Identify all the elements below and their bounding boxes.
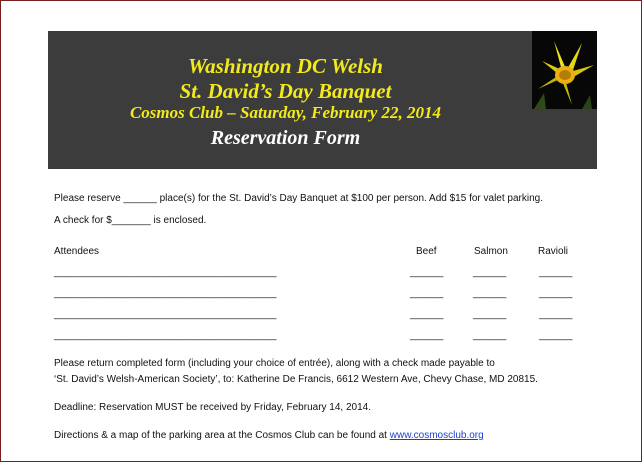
col-attendees: Attendees bbox=[54, 246, 100, 257]
attendee-name-blank: ________________________________________ bbox=[54, 309, 277, 320]
title-venue-date: Cosmos Club – Saturday, February 22, 2014 bbox=[129, 103, 442, 122]
daffodil-image bbox=[532, 31, 597, 109]
col-beef: Beef bbox=[416, 246, 437, 257]
attendee-name-blank: ________________________________________ bbox=[54, 267, 277, 278]
ravioli-blank: ______ bbox=[539, 288, 573, 299]
return-line-1: Please return completed form (including your choice of entrée), along with a check made payable to bbox=[54, 358, 495, 369]
salmon-blank: ______ bbox=[473, 267, 507, 278]
ravioli-blank: ______ bbox=[539, 309, 573, 320]
beef-blank: ______ bbox=[410, 309, 444, 320]
attendee-name-blank: ________________________________________ bbox=[54, 288, 277, 299]
check-line: A check for $_______ is enclosed. bbox=[54, 215, 207, 226]
ravioli-blank: ______ bbox=[539, 267, 573, 278]
attendee-name-blank: ________________________________________ bbox=[54, 330, 277, 341]
directions-text: Directions & a map of the parking area at the Cosmos Club can be found at bbox=[54, 430, 387, 441]
title-organization: Washington DC Welsh bbox=[188, 54, 383, 78]
col-ravioli: Ravioli bbox=[538, 246, 569, 257]
directions-line bbox=[54, 430, 484, 441]
deadline-text: Deadline: Reservation MUST be received by Friday, February 14, 2014. bbox=[54, 402, 372, 413]
title-form: Reservation Form bbox=[210, 127, 361, 149]
beef-blank: ______ bbox=[410, 288, 444, 299]
beef-blank: ______ bbox=[410, 330, 444, 341]
reserve-line: Please reserve ______ place(s) for the St. David’s Day Banquet at $100 per person. Add $15 for valet parking. bbox=[54, 193, 543, 204]
daffodil-icon bbox=[532, 31, 597, 109]
header-banner bbox=[48, 31, 597, 169]
title-event: St. David’s Day Banquet bbox=[179, 79, 392, 103]
return-line-2: ‘St. David’s Welsh-American Society’, to: Katherine De Francis, 6612 Western Ave, Chevy Chase, MD 20815. bbox=[54, 374, 538, 385]
salmon-blank: ______ bbox=[473, 330, 507, 341]
col-salmon: Salmon bbox=[474, 246, 508, 257]
salmon-blank: ______ bbox=[473, 288, 507, 299]
cosmos-club-link[interactable]: www.cosmosclub.org bbox=[389, 430, 484, 441]
salmon-blank: ______ bbox=[473, 309, 507, 320]
ravioli-blank: ______ bbox=[539, 330, 573, 341]
beef-blank: ______ bbox=[410, 267, 444, 278]
